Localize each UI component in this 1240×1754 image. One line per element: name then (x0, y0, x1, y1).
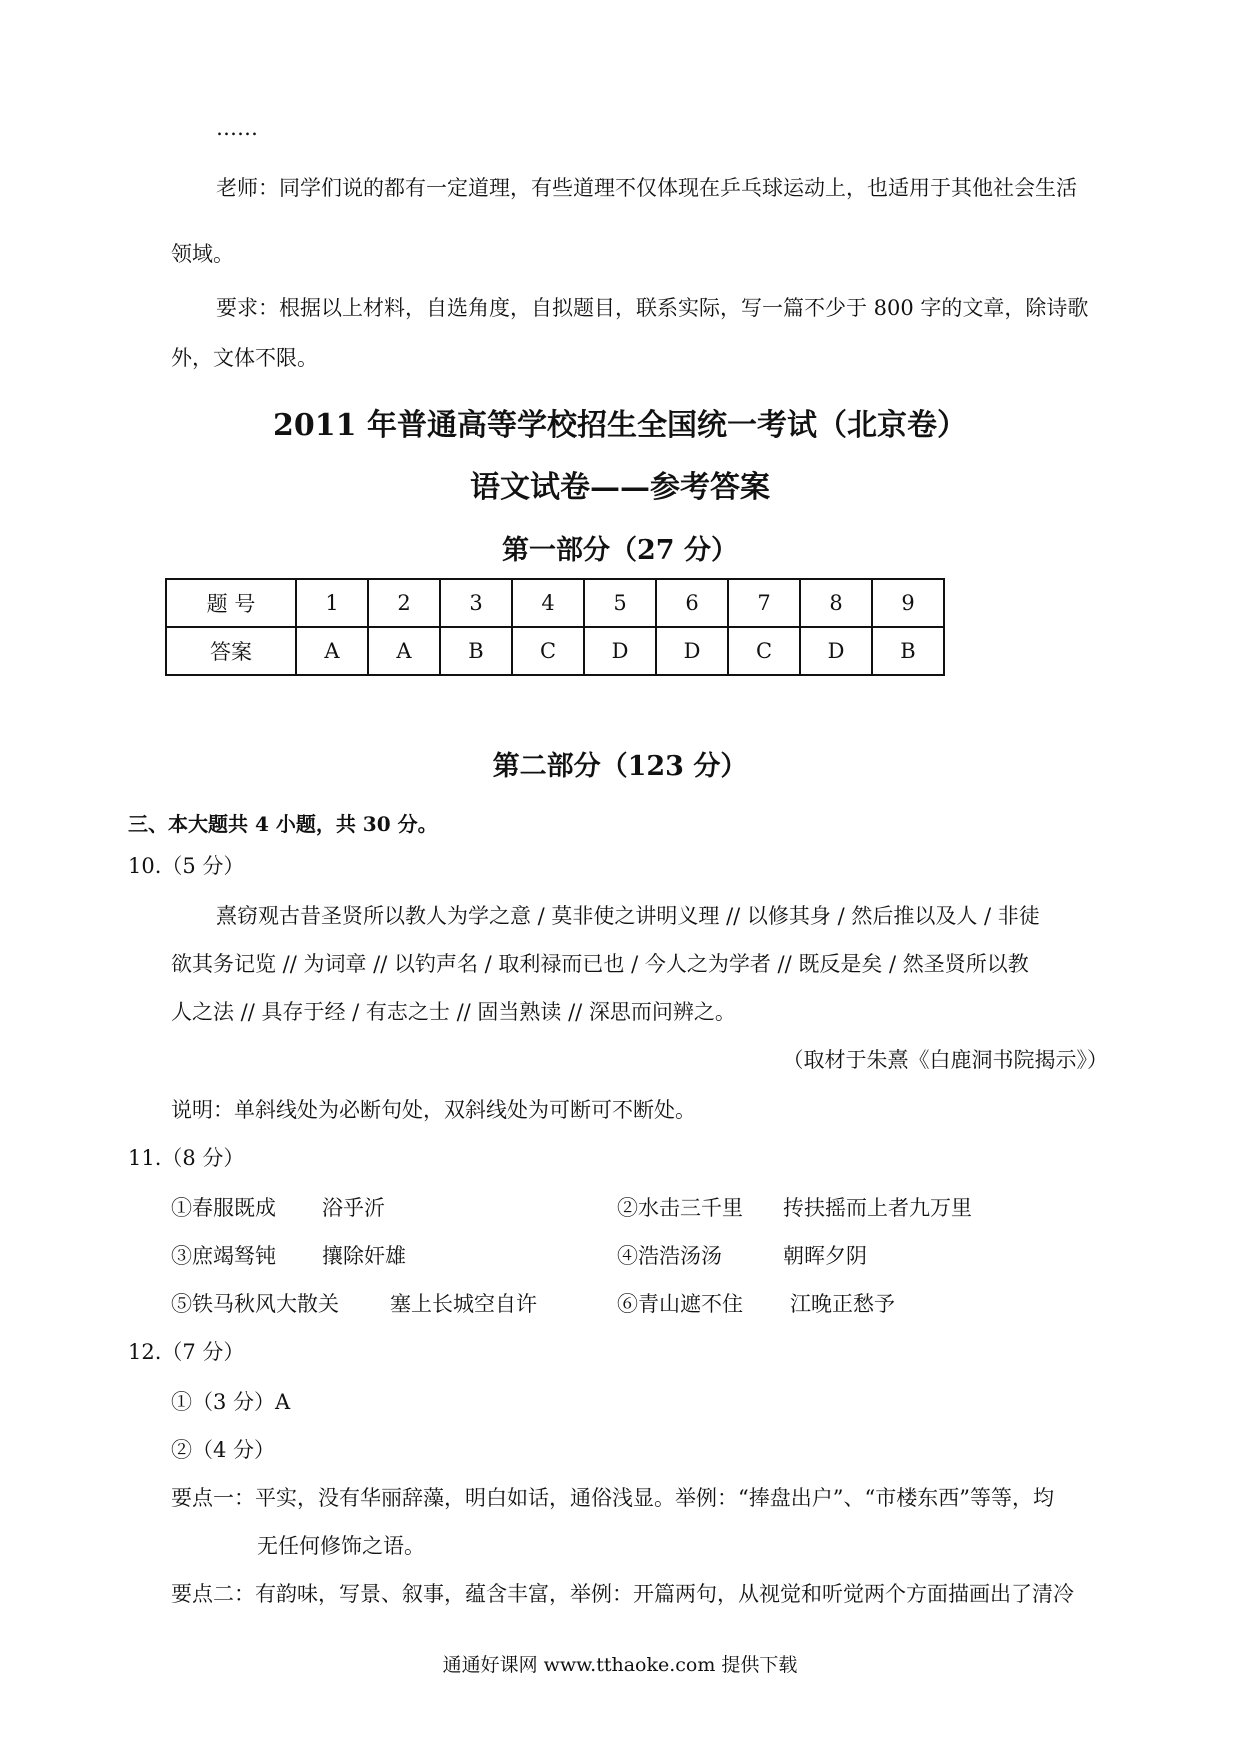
table-row (166, 627, 944, 675)
q11-item-3a: ③庶竭驽钝 (171, 1244, 276, 1268)
table-cell: D (584, 627, 656, 675)
table-cell: 2 (368, 579, 440, 627)
table-cell: A (368, 627, 440, 675)
q12-label: 12.（7 分） (128, 1340, 245, 1364)
table-cell: B (872, 627, 944, 675)
teacher-line-1: 老师：同学们说的都有一定道理，有些道理不仅体现在乒乓球运动上，也适用于其他社会生活 (216, 176, 1077, 200)
table-cell: D (800, 627, 872, 675)
requirement-line-2: 外，文体不限。 (171, 346, 318, 370)
q12-sub-1: ①（3 分）A (171, 1390, 291, 1414)
q10-label: 10.（5 分） (128, 854, 245, 878)
q10-line-3: 人之法 // 具存于经 / 有志之士 // 固当熟读 // 深思而问辨之。 (171, 1000, 736, 1024)
q11-item-6b: 江晚正愁予 (790, 1292, 895, 1316)
q11-item-2a: ②水击三千里 (617, 1196, 743, 1220)
table-cell: 7 (728, 579, 800, 627)
ellipsis: …… (216, 116, 258, 140)
exam-title: 2011 年普通高等学校招生全国统一考试（北京卷） (273, 408, 967, 443)
table-cell: D (656, 627, 728, 675)
table-row (166, 579, 944, 627)
part2-heading: 第二部分（123 分） (492, 751, 748, 782)
q11-item-3b: 攘除奸雄 (322, 1244, 406, 1268)
table-cell: 6 (656, 579, 728, 627)
table-header-answer: 答案 (166, 627, 296, 675)
q12-point2-line-1: 要点二：有韵味，写景、叙事，蕴含丰富，举例：开篇两句，从视觉和听觉两个方面描画出了清冷 (171, 1582, 1074, 1606)
q12-sub-2: ②（4 分） (171, 1438, 276, 1462)
q12-point1-line-2: 无任何修饰之语。 (257, 1534, 425, 1558)
q11-item-1a: ①春服既成 (171, 1196, 276, 1220)
page-footer: 通通好课网 www.tthaoke.com 提供下载 (442, 1654, 798, 1676)
table-cell: B (440, 627, 512, 675)
section3-heading: 三、本大题共 4 小题，共 30 分。 (128, 812, 438, 836)
table-cell: 9 (872, 579, 944, 627)
teacher-line-2: 领域。 (171, 242, 234, 266)
q10-line-2: 欲其务记览 // 为词章 // 以钓声名 / 取利禄而已也 / 今人之为学者 // 既反是矣 / 然圣贤所以教 (171, 952, 1029, 976)
q11-item-6a: ⑥青山遮不住 (617, 1292, 743, 1316)
exam-subtitle: 语文试卷——参考答案 (470, 470, 770, 505)
requirement-line-1: 要求：根据以上材料，自选角度，自拟题目，联系实际，写一篇不少于 800 字的文章，除诗歌 (216, 296, 1089, 320)
part1-heading: 第一部分（27 分） (502, 535, 738, 566)
q11-item-5a: ⑤铁马秋风大散关 (171, 1292, 339, 1316)
q11-label: 11.（8 分） (128, 1146, 245, 1170)
table-cell: 1 (296, 579, 368, 627)
q10-source: （取材于朱熹《白鹿洞书院揭示》） (782, 1048, 1108, 1072)
q10-note: 说明：单斜线处为必断句处，双斜线处为可断可不断处。 (171, 1098, 696, 1122)
table-cell: 5 (584, 579, 656, 627)
q10-line-1: 熹窃观古昔圣贤所以教人为学之意 / 莫非使之讲明义理 // 以修其身 / 然后推以及人 / 非徒 (216, 904, 1040, 928)
table-cell: C (512, 627, 584, 675)
table-cell: A (296, 627, 368, 675)
answer-table (165, 578, 945, 676)
q11-item-2b: 抟扶摇而上者九万里 (783, 1196, 972, 1220)
table-cell: C (728, 627, 800, 675)
table-cell: 4 (512, 579, 584, 627)
q11-item-5b: 塞上长城空自许 (390, 1292, 537, 1316)
q11-item-4a: ④浩浩汤汤 (617, 1244, 722, 1268)
q11-item-4b: 朝晖夕阴 (783, 1244, 867, 1268)
q11-item-1b: 浴乎沂 (322, 1196, 385, 1220)
table-cell: 8 (800, 579, 872, 627)
table-cell: 3 (440, 579, 512, 627)
table-header-number: 题 号 (166, 579, 296, 627)
q12-point1-line-1: 要点一：平实，没有华丽辞藻，明白如话，通俗浅显。举例：“捧盘出户”、“市楼东西”等等，均 (171, 1486, 1054, 1510)
